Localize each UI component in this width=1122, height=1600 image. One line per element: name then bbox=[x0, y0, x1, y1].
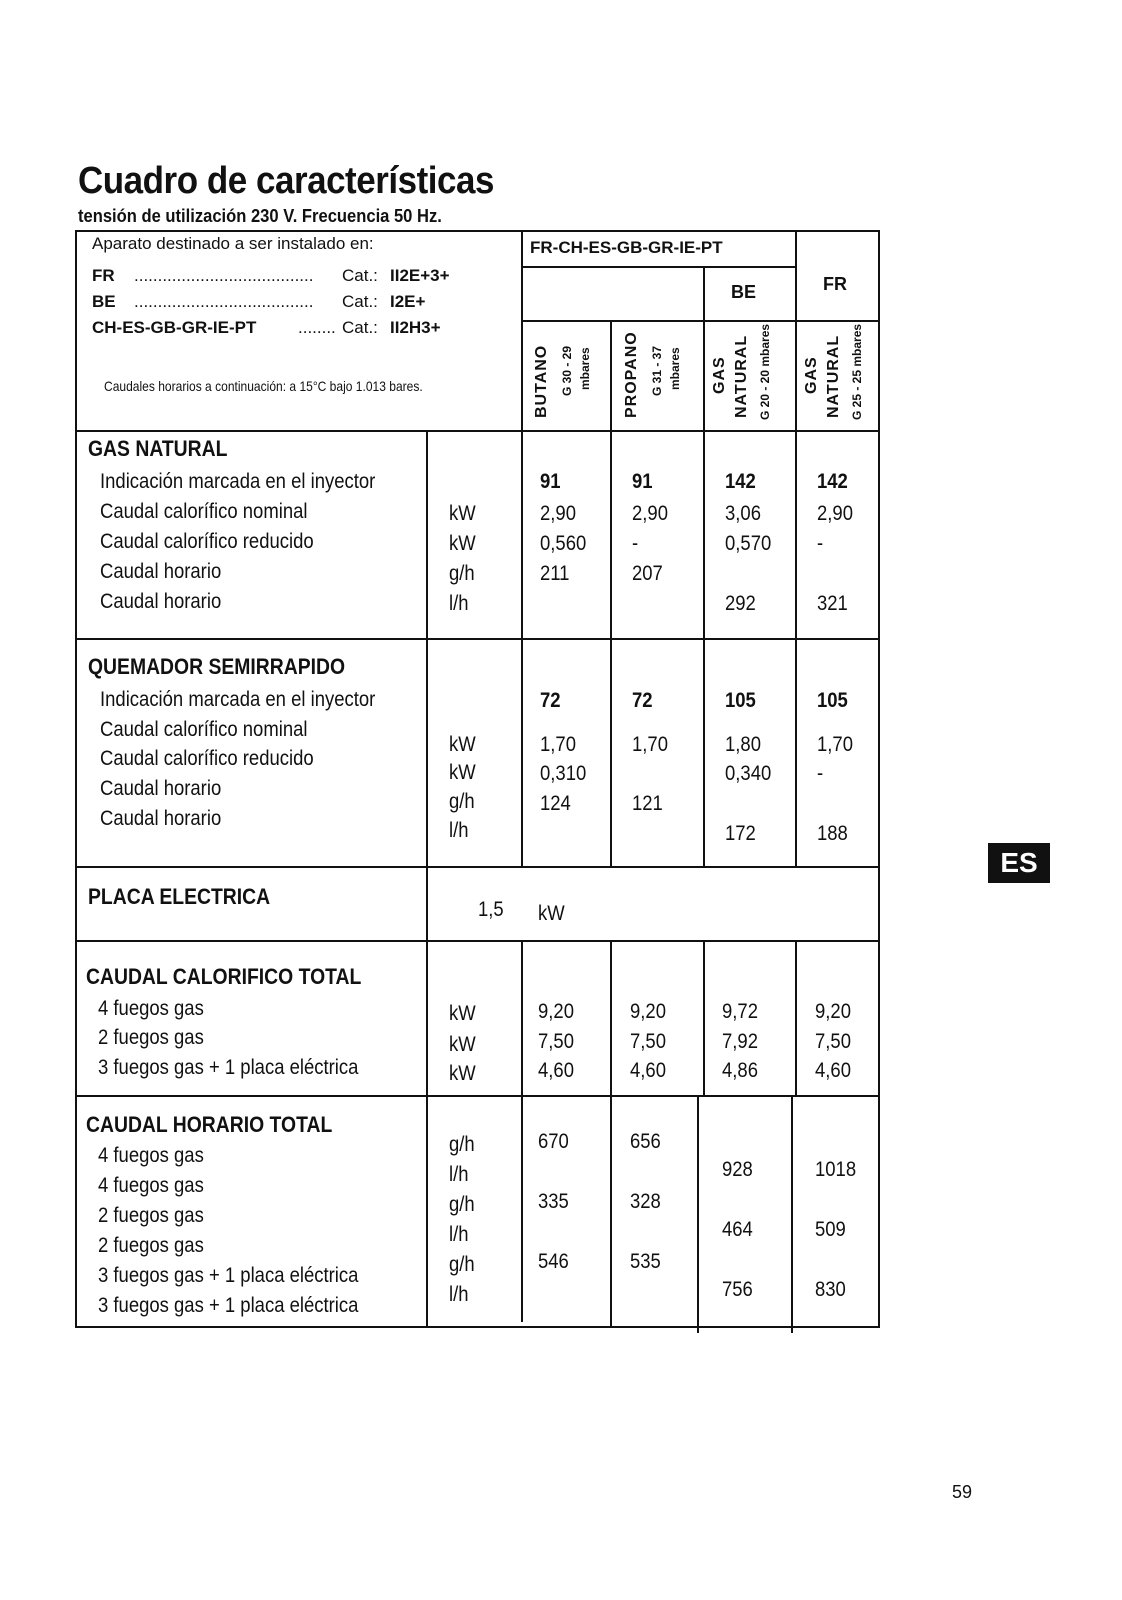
col-g25-name1: GAS bbox=[803, 356, 820, 394]
col-g20-name2: NATURAL bbox=[733, 334, 750, 418]
language-tab: ES bbox=[988, 843, 1050, 883]
unit: l/h bbox=[449, 1163, 469, 1186]
unit: g/h bbox=[449, 790, 475, 813]
page-number: 59 bbox=[952, 1482, 973, 1502]
col-butano-pressure: mbares bbox=[578, 347, 592, 390]
page-title: Cuadro de características bbox=[78, 160, 494, 202]
row-label: 2 fuegos gas bbox=[98, 1204, 204, 1227]
section-heading: PLACA ELECTRICA bbox=[88, 884, 271, 909]
section-heading: CAUDAL HORARIO TOTAL bbox=[86, 1112, 333, 1137]
col-propano-gas: G 31 - 37 bbox=[650, 345, 664, 396]
row-label: 2 fuegos gas bbox=[98, 1234, 204, 1257]
page-subtitle: tensión de utilización 230 V. Frecuencia 50 Hz. bbox=[78, 206, 442, 226]
unit: l/h bbox=[449, 1223, 469, 1246]
row-label: 4 fuegos gas bbox=[98, 1144, 204, 1167]
row-label: Caudal calorífico reducido bbox=[100, 747, 314, 770]
col-butano-gas: G 30 - 29 bbox=[560, 345, 574, 396]
row-label: 3 fuegos gas + 1 placa eléctrica bbox=[98, 1264, 359, 1287]
row-label: 3 fuegos gas + 1 placa eléctrica bbox=[98, 1294, 359, 1317]
unit: g/h bbox=[449, 1193, 475, 1216]
install-intro: Aparato destinado a ser instalado en: bbox=[92, 234, 374, 253]
col-g25-gas: G 25 - 25 mbares bbox=[850, 323, 864, 420]
unit: g/h bbox=[449, 1253, 475, 1276]
placa-value: 1,5 bbox=[478, 898, 504, 921]
row-label: Indicación marcada en el inyector bbox=[100, 688, 376, 711]
row-label: Caudal horario bbox=[100, 807, 222, 830]
placa-unit: kW bbox=[538, 902, 565, 925]
row-label: 4 fuegos gas bbox=[98, 1174, 204, 1197]
unit: kW bbox=[449, 761, 476, 784]
section-heading: CAUDAL CALORIFICO TOTAL bbox=[86, 964, 362, 989]
col-g25-name2: NATURAL bbox=[825, 334, 842, 418]
unit: kW bbox=[449, 733, 476, 756]
unit: g/h bbox=[449, 1133, 475, 1156]
row-label: Caudal calorífico nominal bbox=[100, 718, 308, 741]
col-g20-gas: G 20 - 20 mbares bbox=[758, 323, 772, 420]
conditions-note: Caudales horarios a continuación: a 15°C bajo 1.013 bares. bbox=[104, 378, 423, 394]
unit: l/h bbox=[449, 1283, 469, 1306]
col-propano-pressure: mbares bbox=[668, 347, 682, 390]
be-label: BE bbox=[731, 282, 757, 302]
country-group-label: FR-CH-ES-GB-GR-IE-PT bbox=[530, 238, 723, 257]
section-heading: GAS NATURAL bbox=[88, 436, 228, 461]
col-propano-name: PROPANO bbox=[623, 331, 640, 418]
section-heading: QUEMADOR SEMIRRAPIDO bbox=[88, 654, 346, 679]
fr-label: FR bbox=[823, 274, 847, 294]
row-label: Caudal horario bbox=[100, 777, 222, 800]
col-butano-name: BUTANO bbox=[533, 344, 550, 418]
unit: l/h bbox=[449, 819, 469, 842]
col-g20-name1: GAS bbox=[711, 356, 728, 394]
